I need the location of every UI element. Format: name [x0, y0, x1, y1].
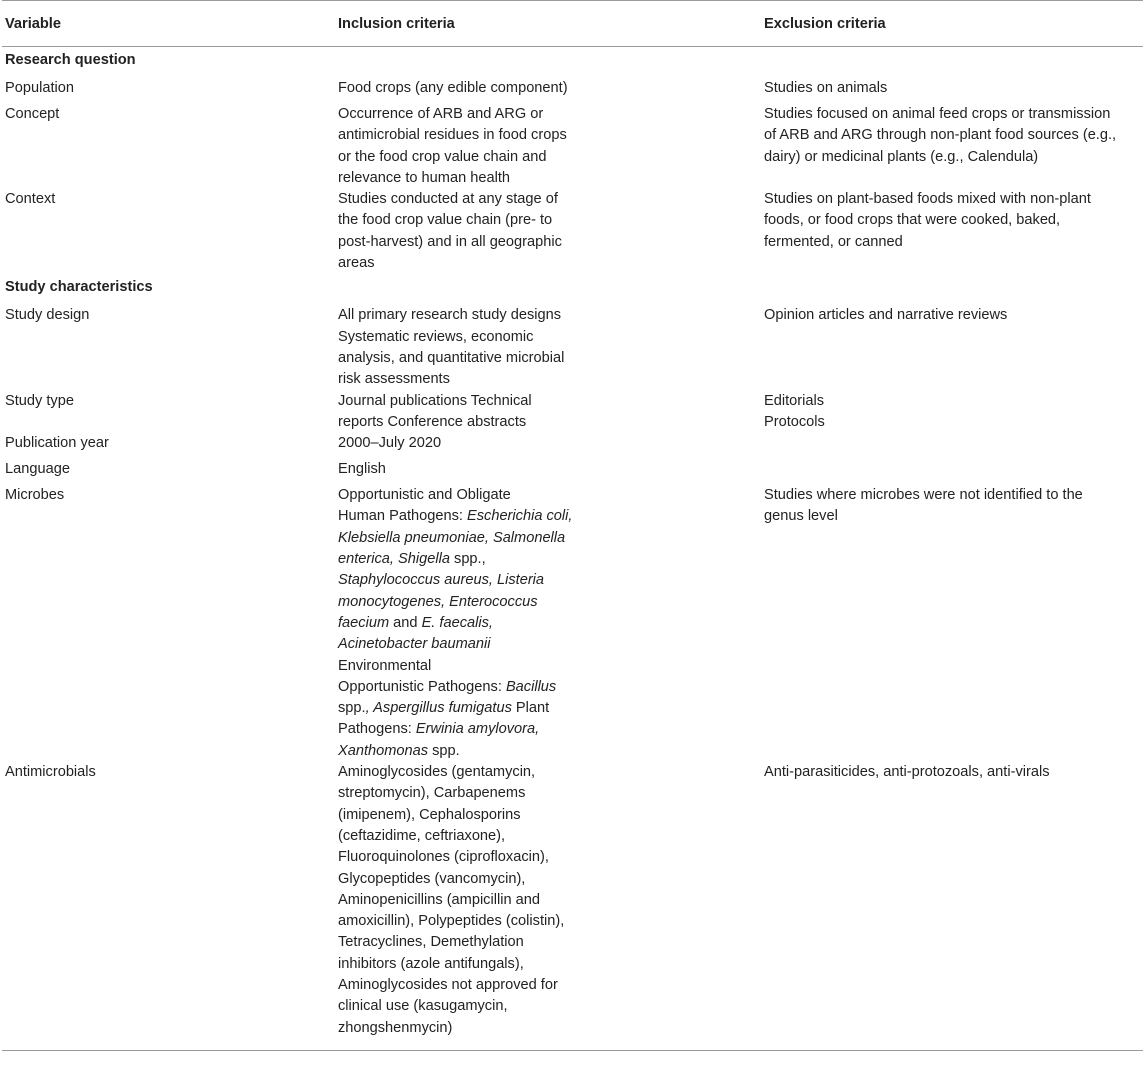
text-line — [338, 570, 745, 591]
text-line: post-harvest) and in all geographic — [338, 233, 562, 250]
text-line: zhongshenmycin) — [338, 1019, 453, 1036]
species-name: Klebsiella pneumoniae, Salmonella — [338, 529, 566, 546]
text-line — [338, 698, 745, 719]
criteria-table — [2, 0, 1143, 1051]
cell-exclusion: Opinion articles and narrative reviews — [764, 307, 1008, 324]
text-line: fermented, or canned — [764, 233, 903, 250]
text-line: Aminoglycosides (gentamycin, — [338, 764, 536, 781]
cell-variable: Microbes — [5, 487, 65, 504]
text-line: risk assessments — [338, 371, 450, 388]
species-name: Bacillus — [505, 678, 557, 695]
species-name: Acinetobacter baumanii — [338, 636, 491, 653]
cell-exclusion — [761, 459, 1143, 485]
text-line: relevance to human health — [338, 169, 510, 186]
cell-inclusion — [335, 104, 761, 189]
text-line: Tetracyclines, Demethylation — [338, 934, 524, 951]
text-segment: and — [389, 614, 422, 631]
cell-inclusion — [335, 391, 761, 434]
text-segment: Human Pathogens: — [338, 508, 467, 525]
cell-variable: Study design — [5, 307, 90, 324]
text-line: Editorials — [764, 392, 825, 409]
cell-variable: Language — [5, 461, 70, 478]
text-line — [338, 677, 745, 698]
cell-exclusion: Anti-parasiticides, anti-protozoals, anti-virals — [761, 762, 1143, 1050]
species-name: Escherichia coli, — [467, 508, 573, 525]
text-segment: Environmental — [338, 657, 432, 674]
section-row-research-question — [2, 47, 1143, 79]
table-row-publication-year — [2, 433, 1143, 459]
table-row-microbes — [2, 485, 1143, 762]
text-line — [338, 613, 745, 634]
cell-exclusion — [761, 433, 1143, 459]
cell-inclusion: English — [338, 461, 386, 478]
species-name: Staphylococcus aureus, Listeria — [338, 572, 545, 589]
text-segment: Plant — [511, 700, 550, 717]
text-line: genus level — [764, 508, 838, 525]
text-line: Systematic reviews, economic — [338, 328, 534, 345]
text-line: the food crop value chain (pre- to — [338, 212, 553, 229]
text-line: All primary research study designs — [338, 307, 562, 324]
species-name: Xanthomonas — [338, 742, 429, 759]
table-row-language — [2, 459, 1143, 485]
section-heading: Study characteristics — [5, 279, 153, 296]
header-inclusion: Inclusion criteria — [335, 1, 761, 47]
text-line: Fluoroquinolones (ciprofloxacin), — [338, 849, 549, 866]
cell-inclusion — [335, 305, 761, 390]
cell-exclusion — [761, 391, 1143, 434]
text-line: Protocols — [764, 413, 825, 430]
table-row-study-type — [2, 391, 1143, 434]
cell-inclusion — [335, 189, 761, 274]
text-line: Studies focused on animal feed crops or transmission — [764, 106, 1111, 122]
text-line — [338, 634, 745, 655]
text-segment: spp. — [338, 700, 366, 717]
table-row-study-design — [2, 305, 1143, 390]
text-line: (imipenem), Cephalosporins — [338, 806, 521, 823]
table-row-context — [2, 189, 1143, 274]
text-segment: Opportunistic and Obligate — [338, 487, 511, 504]
cell-variable: Concept — [5, 106, 60, 122]
text-line — [338, 549, 745, 570]
text-line: Aminopenicillins (ampicillin and — [338, 891, 540, 908]
cell-inclusion — [335, 762, 761, 1050]
header-exclusion: Exclusion criteria — [761, 1, 1143, 47]
cell-inclusion — [335, 485, 761, 762]
species-name: E. faecalis, — [421, 614, 493, 631]
text-line — [338, 528, 745, 549]
table-row-concept — [2, 104, 1143, 189]
section-row-study-characteristics — [2, 274, 1143, 305]
text-line: areas — [338, 255, 375, 272]
cell-inclusion: Food crops (any edible component) — [338, 80, 568, 96]
cell-variable: Population — [5, 80, 74, 96]
text-line: Studies conducted at any stage of — [338, 191, 558, 208]
cell-variable: Study type — [5, 392, 74, 409]
text-line: Journal publications Technical — [338, 392, 532, 409]
text-line — [338, 485, 745, 506]
text-line: amoxicillin), Polypeptides (colistin), — [338, 913, 565, 930]
text-line: antimicrobial residues in food crops — [338, 127, 567, 144]
section-heading: Research question — [5, 52, 136, 68]
species-name: Erwinia amylovora, — [415, 721, 540, 738]
text-line: of ARB and ARG through non-plant food sources (e.g., — [764, 127, 1117, 144]
species-name: , Aspergillus fumigatus — [365, 700, 512, 717]
text-line: or the food crop value chain and — [338, 148, 547, 165]
text-line: dairy) or medicinal plants (e.g., Calendula) — [764, 148, 1039, 165]
text-line: reports Conference abstracts — [338, 413, 527, 430]
text-line: inhibitors (azole antifungals), — [338, 955, 524, 972]
text-segment: Pathogens: — [338, 721, 416, 738]
text-line — [338, 592, 745, 613]
text-line: clinical use (kasugamycin, — [338, 998, 508, 1015]
text-line — [338, 656, 745, 677]
text-line: streptomycin), Carbapenems — [338, 785, 526, 802]
cell-inclusion: 2000–July 2020 — [338, 435, 442, 452]
text-line — [338, 719, 745, 740]
text-line: Occurrence of ARB and ARG or — [338, 106, 544, 122]
species-name: faecium — [338, 614, 390, 631]
text-line: analysis, and quantitative microbial — [338, 349, 565, 366]
text-line: Aminoglycosides not approved for — [338, 976, 558, 993]
text-segment: spp., — [449, 551, 486, 568]
text-line: Studies on plant-based foods mixed with non-plant — [764, 191, 1091, 208]
table-row-population — [2, 78, 1143, 104]
cell-variable: Antimicrobials — [2, 762, 335, 1050]
text-segment: Opportunistic Pathogens: — [338, 678, 506, 695]
species-name: monocytogenes, Enterococcus — [338, 593, 538, 610]
species-name: enterica, Shigella — [338, 551, 450, 568]
text-line: foods, or food crops that were cooked, baked, — [764, 212, 1061, 229]
cell-exclusion — [761, 485, 1143, 762]
cell-variable: Context — [5, 191, 56, 208]
text-segment: spp. — [428, 742, 460, 759]
text-line: Studies where microbes were not identified to the — [764, 487, 1083, 504]
text-line: (ceftazidime, ceftriaxone), — [338, 827, 506, 844]
text-line — [338, 741, 745, 762]
cell-exclusion: Studies on animals — [764, 80, 888, 96]
header-variable: Variable — [2, 1, 335, 47]
cell-variable: Publication year — [5, 435, 109, 452]
cell-exclusion — [761, 104, 1143, 189]
text-line: Glycopeptides (vancomycin), — [338, 870, 526, 887]
cell-exclusion — [761, 189, 1143, 274]
text-line — [338, 506, 745, 527]
table-row-antimicrobials — [2, 762, 1143, 1050]
header-row — [2, 1, 1143, 47]
